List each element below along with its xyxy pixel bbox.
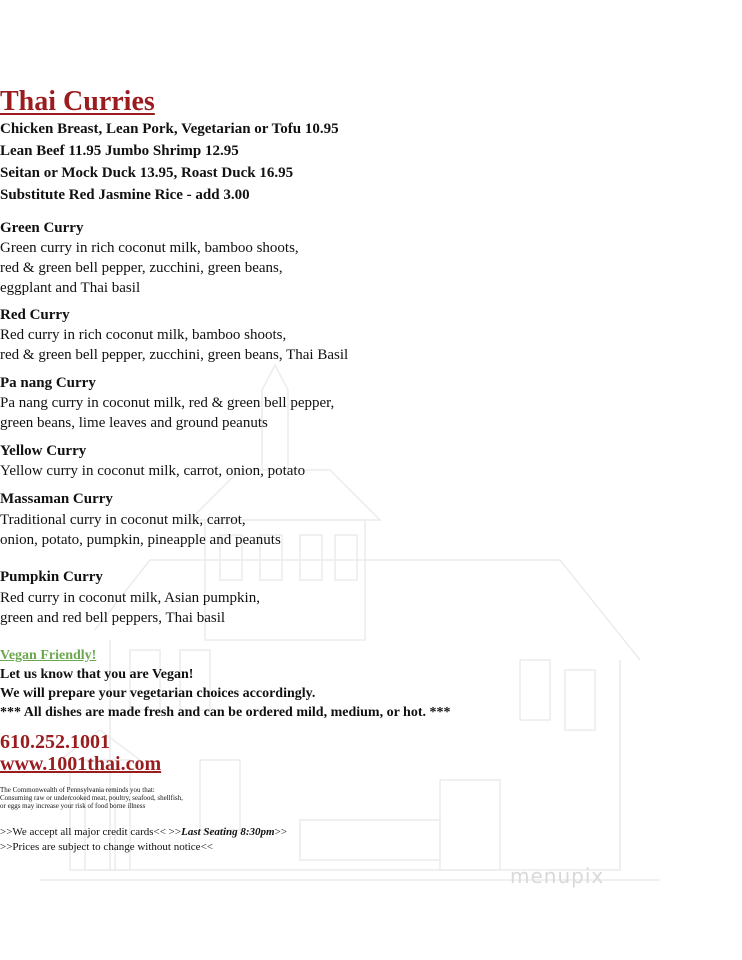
phone-number: 610.252.1001 xyxy=(0,731,110,753)
dish-description-line: Red curry in rich coconut milk, bamboo shoots, xyxy=(0,327,287,343)
dish-name: Red Curry xyxy=(0,307,70,323)
dish-description-line: eggplant and Thai basil xyxy=(0,280,141,296)
price-line: Seitan or Mock Duck 13.95, Roast Duck 16.95 xyxy=(0,165,294,181)
dish-description-line: Red curry in coconut milk, Asian pumpkin, xyxy=(0,590,260,606)
vegan-friendly-heading: Vegan Friendly! xyxy=(0,648,97,663)
dish-description xyxy=(0,238,742,298)
dish-description-line: Traditional curry in coconut milk, carrot, xyxy=(0,512,246,528)
spice-level-note: *** All dishes are made fresh and can be ordered mild, medium, or hot. *** xyxy=(0,705,451,720)
health-notice xyxy=(0,786,742,810)
dish-description-line: green beans, lime leaves and ground peanuts xyxy=(0,415,268,431)
dish-description xyxy=(0,461,742,481)
website-link[interactable]: www.1001thai.com xyxy=(0,753,162,775)
dish-name: Pumpkin Curry xyxy=(0,569,103,585)
dish-name: Massaman Curry xyxy=(0,491,113,507)
last-seating-text: Last Seating 8:30pm xyxy=(181,826,275,838)
payment-seating-note xyxy=(0,826,742,838)
dish-description-line: Pa nang curry in coconut milk, red & green bell pepper, xyxy=(0,395,335,411)
dish-description-line: red & green bell pepper, zucchini, green beans, Thai Basil xyxy=(0,347,349,363)
dish-description xyxy=(0,325,742,365)
price-line: Substitute Red Jasmine Rice - add 3.00 xyxy=(0,187,250,203)
dish-description xyxy=(0,510,742,550)
footer-arrow: >> xyxy=(274,826,288,838)
dish-description-line: Green curry in rich coconut milk, bamboo shoots, xyxy=(0,240,299,256)
menu-title: Thai Curries xyxy=(0,86,155,117)
health-notice-line: Consuming raw or undercooked meat, poultry, seafood, shellfish, xyxy=(0,794,183,802)
vegan-note: We will prepare your vegetarian choices accordingly. xyxy=(0,686,316,701)
dish-name: Green Curry xyxy=(0,220,84,236)
price-line: Lean Beef 11.95 Jumbo Shrimp 12.95 xyxy=(0,143,239,159)
dish-description xyxy=(0,588,742,628)
health-notice-line: The Commonwealth of Pennsylvania reminds you that: xyxy=(0,786,155,794)
watermark: menupix xyxy=(510,864,605,888)
health-notice-line: or eggs may increase your risk of food borne illness xyxy=(0,802,146,810)
dish-description-line: Yellow curry in coconut milk, carrot, onion, potato xyxy=(0,463,306,479)
prices-notice: >>Prices are subject to change without notice<< xyxy=(0,841,213,853)
dish-name: Pa nang Curry xyxy=(0,375,96,391)
price-line: Chicken Breast, Lean Pork, Vegetarian or Tofu 10.95 xyxy=(0,121,339,137)
dish-description-line: green and red bell peppers, Thai basil xyxy=(0,610,226,626)
vegan-note: Let us know that you are Vegan! xyxy=(0,667,194,682)
dish-description-line: red & green bell pepper, zucchini, green beans, xyxy=(0,260,283,276)
dish-description-line: onion, potato, pumpkin, pineapple and peanuts xyxy=(0,532,281,548)
credit-cards-text: >>We accept all major credit cards<< >> xyxy=(0,826,182,838)
dish-name: Yellow Curry xyxy=(0,443,87,459)
dish-description xyxy=(0,393,742,433)
